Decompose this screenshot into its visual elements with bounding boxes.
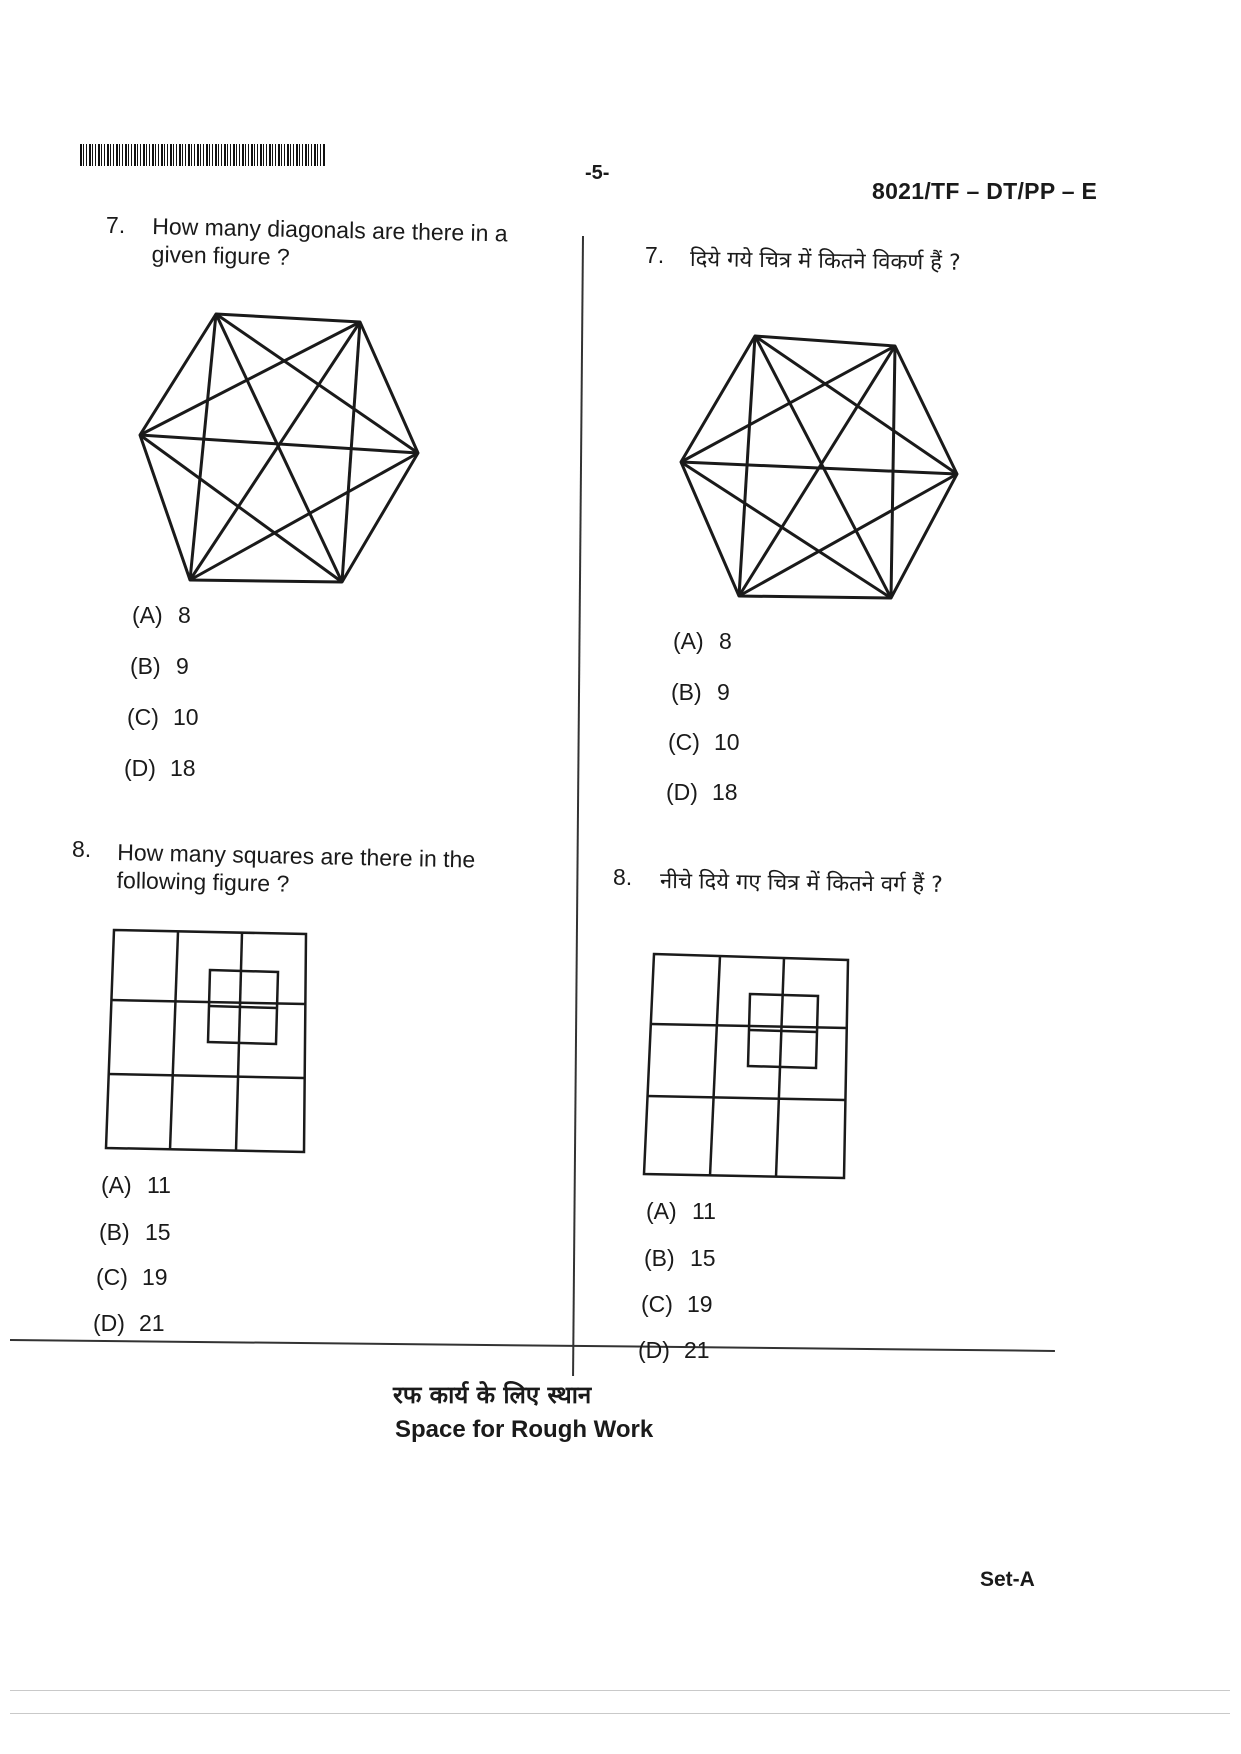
squares-grid-figure-en <box>104 926 314 1156</box>
q8-number-hi: 8. <box>613 864 633 890</box>
option-value: 19 <box>142 1264 168 1290</box>
option-value: 9 <box>176 653 189 679</box>
q7-option-c-en[interactable] <box>127 704 199 731</box>
hexagon-diagonals-figure-hi <box>675 326 975 616</box>
q8-option-c-en[interactable] <box>96 1264 168 1291</box>
q7-option-b-en[interactable] <box>130 653 189 680</box>
q7-option-b-hi[interactable] <box>671 679 730 706</box>
q8-option-d-en[interactable] <box>93 1310 165 1337</box>
option-label: (C) <box>668 729 700 755</box>
q8-option-a-en[interactable] <box>101 1172 171 1199</box>
q8-option-c-hi[interactable] <box>641 1291 713 1318</box>
rough-work-label-hi: रफ कार्य के लिए स्थान <box>393 1381 592 1409</box>
q8-option-b-hi[interactable] <box>644 1245 716 1272</box>
option-value: 15 <box>690 1245 716 1271</box>
option-label: (B) <box>671 679 702 705</box>
q7-text-hi: दिये गये चित्र में कितने विकर्ण हैं ? <box>689 247 961 276</box>
q7-number-hi: 7. <box>645 242 665 268</box>
option-label: (A) <box>101 1172 132 1198</box>
option-label: (C) <box>641 1291 673 1317</box>
q8-text-hi: नीचे दिये गए चित्र में कितने वर्ग हैं ? <box>659 869 943 898</box>
q7-option-a-hi[interactable] <box>673 628 732 655</box>
option-value: 8 <box>719 628 732 654</box>
option-label: (C) <box>127 704 159 730</box>
barcode <box>80 144 325 166</box>
q8-text-en-line2: following figure ? <box>116 866 290 897</box>
paper-code: 8021/TF – DT/PP – E <box>872 178 1098 204</box>
option-value: 18 <box>170 755 196 781</box>
option-label: (A) <box>132 602 163 628</box>
option-label: (D) <box>124 755 156 781</box>
rough-work-label-en: Space for Rough Work <box>395 1416 654 1443</box>
q7-option-c-hi[interactable] <box>668 729 740 756</box>
option-label: (A) <box>673 628 704 654</box>
column-divider <box>572 236 584 1376</box>
option-value: 11 <box>147 1172 171 1198</box>
q7-number-en: 7. <box>106 212 126 238</box>
option-label: (B) <box>644 1245 675 1271</box>
q8-text-en <box>116 838 557 903</box>
option-value: 10 <box>173 704 199 730</box>
option-value: 21 <box>139 1310 165 1336</box>
option-label: (C) <box>96 1264 128 1290</box>
option-label: (D) <box>666 779 698 805</box>
option-value: 9 <box>717 679 730 705</box>
option-value: 15 <box>145 1219 171 1245</box>
option-value: 10 <box>714 729 740 755</box>
scan-line <box>10 1690 1230 1691</box>
option-value: 19 <box>687 1291 713 1317</box>
option-label: (B) <box>99 1219 130 1245</box>
q8-option-d-hi[interactable] <box>638 1337 710 1364</box>
q7-text-en <box>151 212 572 277</box>
option-label: (B) <box>130 653 161 679</box>
q7-option-d-hi[interactable] <box>666 779 738 806</box>
option-value: 8 <box>178 602 191 628</box>
q7-option-a-en[interactable] <box>132 602 191 629</box>
squares-grid-figure-hi <box>642 950 856 1182</box>
option-label: (D) <box>93 1310 125 1336</box>
q8-number-en: 8. <box>72 836 92 862</box>
option-value: 18 <box>712 779 738 805</box>
hexagon-diagonals-figure-en <box>130 300 430 600</box>
scan-line <box>10 1713 1230 1714</box>
option-label: (D) <box>638 1337 670 1363</box>
q8-option-a-hi[interactable] <box>646 1198 716 1225</box>
q8-option-b-en[interactable] <box>99 1219 171 1246</box>
q8-text-en-line1: How many squares are there in the <box>117 839 476 873</box>
q7-text-en-line1: How many diagonals are there in a <box>152 213 508 247</box>
option-value: 21 <box>684 1337 710 1363</box>
q7-text-en-line2: given figure ? <box>151 240 291 270</box>
option-label: (A) <box>646 1198 677 1224</box>
footer-divider <box>10 1339 1055 1352</box>
q7-option-d-en[interactable] <box>124 755 196 782</box>
page-number: -5- <box>585 162 610 184</box>
option-value: 11 <box>692 1198 716 1224</box>
set-label: Set-A <box>980 1568 1035 1591</box>
